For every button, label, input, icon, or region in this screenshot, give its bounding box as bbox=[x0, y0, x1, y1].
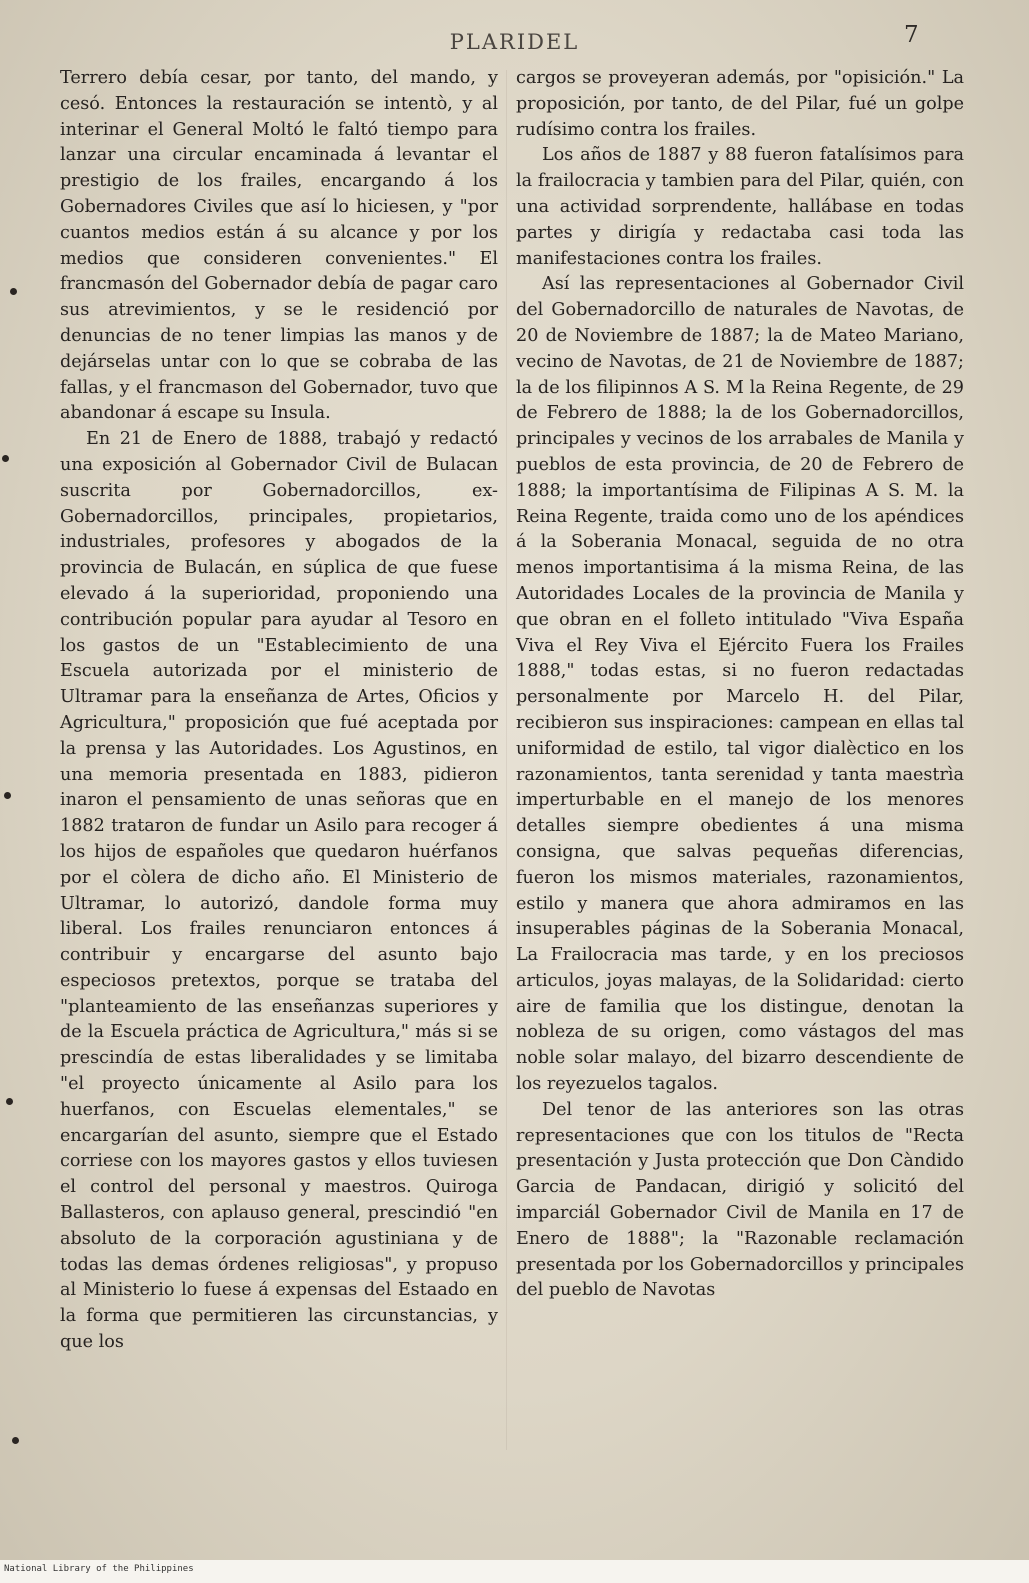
left-paragraph-1: Terrero debía cesar, por tanto, del mando, y cesó. Entonces la restauración se intentò, y al interinar el General Moltó le faltó tiempo para lanzar una circular encaminada á levantar el prestigio de los frailes, encargando á los Gobernadores Civiles que así lo hiciesen, y "por cuantos medios están á su alcance y por los medios que consideren convenientes." El francmasón del Gobernador debía de pagar caro sus atrevimientos, y se le residenció por denuncias de no tener limpias las manos y de dejárselas untar con lo que se cobraba de las fallas, y el francmason del Gobernador, tuvo que abandonar á escape su Insula. bbox=[60, 68, 498, 424]
page-header-title: PLARIDEL bbox=[449, 30, 580, 54]
right-paragraph-4: Del tenor de las anteriores son las otras representaciones que con los titulos de "Recta presentación y Justa protección que Don Càndido Garcia de Pandacan, dirigió y solicitó del imparciál Gobernador Civil de Manila en 17 de Enero de 1888"; la "Razonable reclamación presentada por los Gobernadorcillos y principales del pueblo de Navotas bbox=[516, 1099, 964, 1301]
margin-speck bbox=[10, 288, 17, 295]
right-column bbox=[516, 66, 964, 1304]
library-credit: National Library of the Philippines bbox=[4, 1564, 194, 1574]
margin-speck bbox=[2, 455, 9, 462]
margin-speck bbox=[4, 792, 11, 799]
left-column bbox=[60, 66, 498, 1356]
margin-speck bbox=[12, 1437, 19, 1444]
footer-strip bbox=[0, 1560, 1029, 1583]
right-paragraph-3: Así las representaciones al Gobernador Civil del Gobernadorcillo de naturales de Navotas, de 20 de Noviembre de 1887; la de Mateo Mariano, vecino de Navotas, de 21 de Noviembre de 1887; la de los filipinnos A S. M la Reina Regente, de 29 de Febrero de 1888; la de los Gobernadorcillos, principales y vecinos de los arrabales de Manila y pueblos de esta provincia, de 20 de Febrero de 1888; la importantísima de Filipinas A S. M. la Reina Regente, traida como uno de los apéndices á la Soberania Monacal, seguida de no otra menos importantisima á la misma Reina, de las Autoridades Locales de la provincia de Manila y que obran en el folleto intitulado "Viva España Viva el Rey Viva el Ejército Fuera los Frailes 1888," todas estas, si no fueron redactadas personalmente por Marcelo H. del Pilar, recibieron sus inspiraciones: campean en ellas tal uniformidad de estilo, tal vigor dialèctico en los razonamientos, tanta serenidad y tanta maestrìa imperturbable en el manejo de los menores detalles siempre obedientes á una misma consigna, que salvas pequeñas diferencias, fueron los mismos materiales, razonamientos, estilo y manera que ahora admiramos en las insuperables páginas de la Soberania Monacal, La Frailocracia mas tarde, y en los preciosos articulos, joyas malayas, de la Solidaridad: cierto aire de familia que los distingue, denotan la nobleza de su origen, como vástagos del mas noble solar malayo, del bizarro descendiente de los reyezuelos tagalos. bbox=[516, 274, 964, 1095]
right-paragraph-2: Los años de 1887 y 88 fueron fatalísimos para la frailocracia y tambien para del Pilar, quién, con una actividad sorprendente, hallábase en todas partes y dirigía y redactaba casi toda las manifestaciones contra los frailes. bbox=[516, 145, 964, 269]
column-gutter bbox=[506, 70, 507, 1450]
margin-speck bbox=[6, 1098, 13, 1105]
page-number: 7 bbox=[904, 22, 919, 48]
right-paragraph-1: cargos se proveyeran además, por "opisición." La proposición, por tanto, de del Pilar, fué un golpe rudísimo contra los frailes. bbox=[516, 68, 964, 140]
running-head bbox=[0, 22, 1029, 62]
left-paragraph-2: En 21 de Enero de 1888, trabajó y redactó una exposición al Gobernador Civil de Bulacan suscrita por Gobernadorcillos, ex-Gobernadorcillos, principales, propietarios, industriales, profesores y abogados de la provincia de Bulacán, en súplica de que fuese elevado á la superioridad, proponiendo una contribución popular para ayudar al Tesoro en los gastos de un "Establecimiento de una Escuela autorizada por el ministerio de Ultramar para la enseñanza de Artes, Oficios y Agricultura," proposición que fué aceptada por la prensa y las Autoridades. Los Agustinos, en una memoria presentada en 1883, pidieron inaron el pensamiento de unas señoras que en 1882 trataron de fundar un Asilo para recoger á los hijos de españoles que quedaron huérfanos por el còlera de dicho año. El Ministerio de Ultramar, lo autorizó, dandole forma muy liberal. Los frailes renunciaron entonces á contribuir y encargarse del asunto bajo especiosos pretextos, porque se trataba del "planteamiento de las enseñanzas superiores y de la Escuela práctica de Agricultura," más si se prescindía de estas liberalidades y se limitaba "el proyecto únicamente al Asilo para los huerfanos, con Escuelas elementales," se encargarían del asunto, siempre que el Estado corriese con los mayores gastos y ellos tuviesen el control del personal y maestros. Quiroga Ballasteros, con aplauso general, prescindió "en absoluto de la corporación agustiniana y de todas las demas órdenes religiosas", y propuso al Ministerio lo fuese á expensas del Estaado en la forma que permitieren las circunstancias, y que los bbox=[60, 429, 498, 1353]
